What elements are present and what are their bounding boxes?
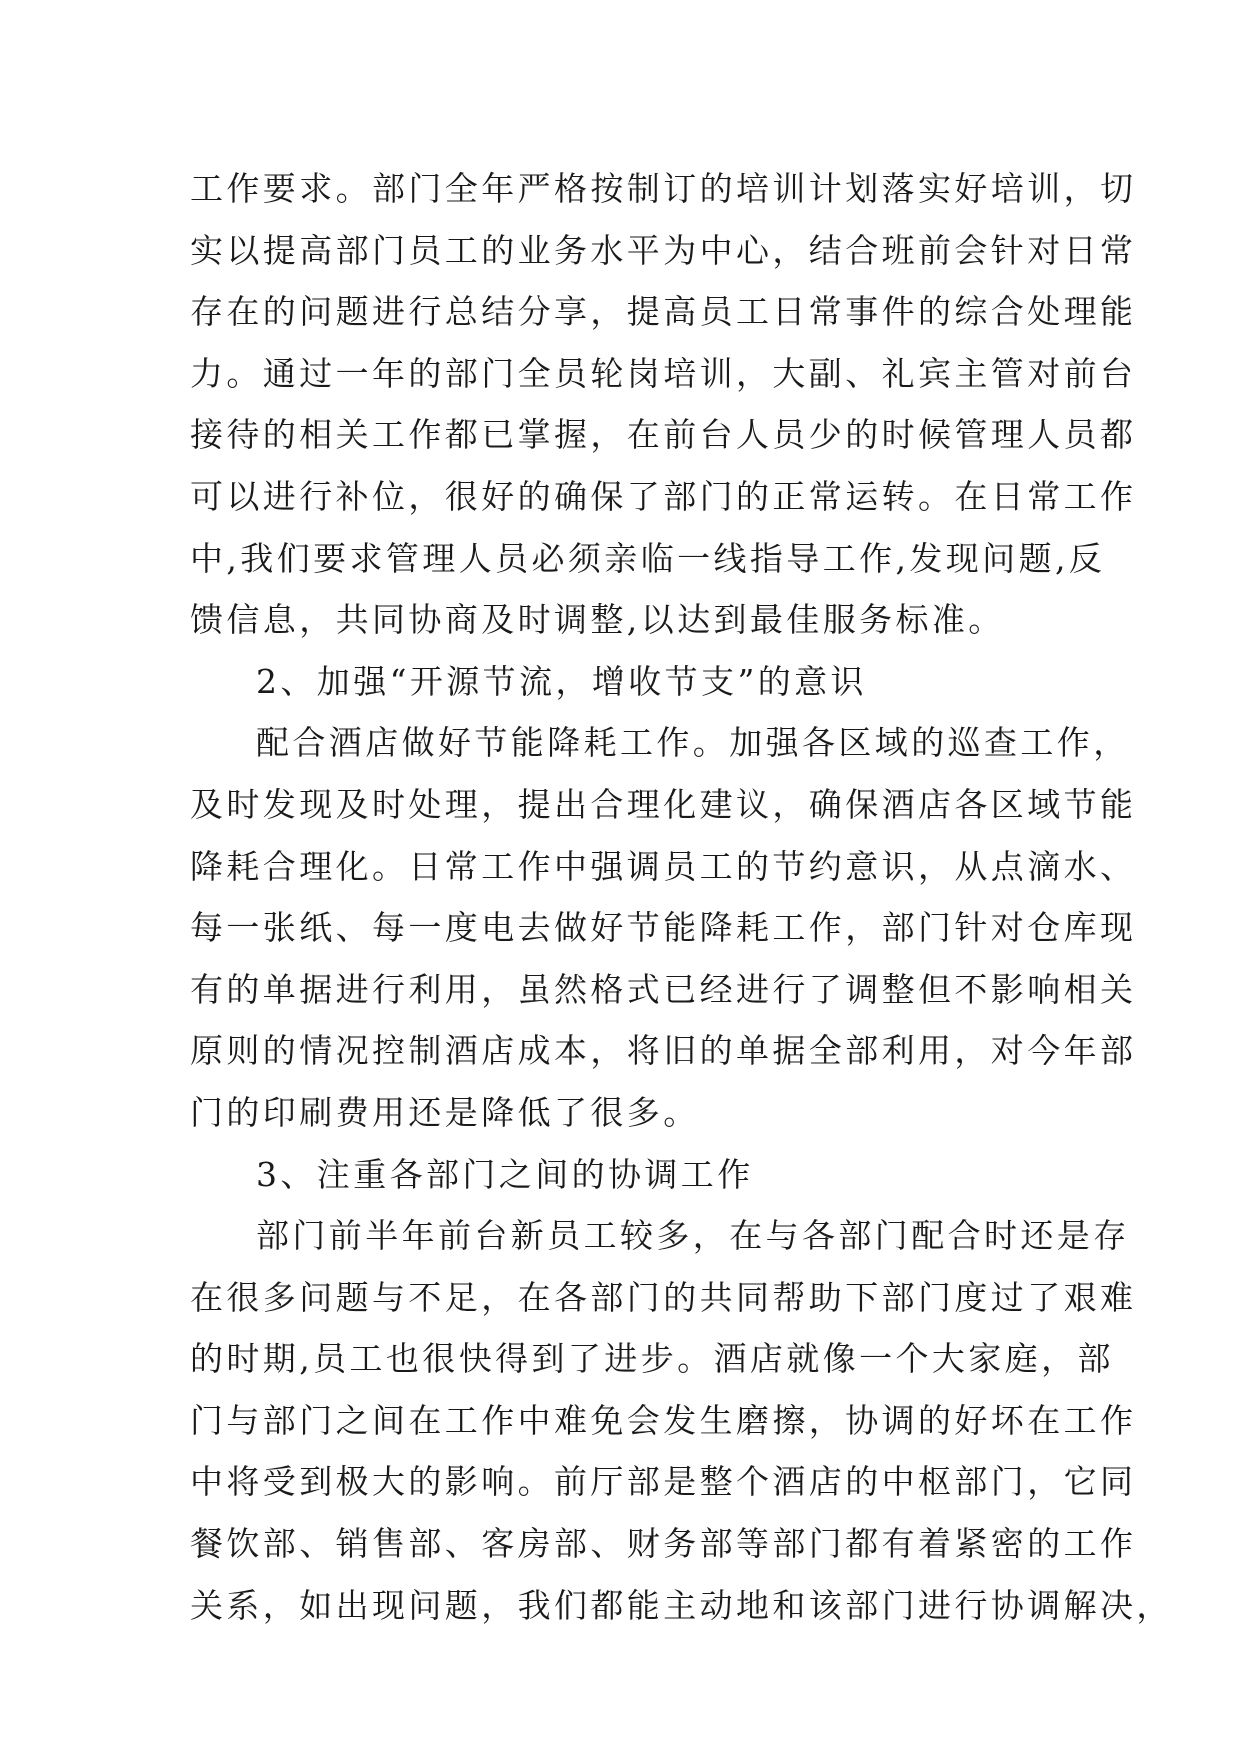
text-line: 馈信息，共同协商及时调整,以达到最佳服务标准。 [190,600,1005,640]
text-line: 餐饮部、销售部、客房部、财务部等部门都有着紧密的工作 [190,1524,1137,1564]
text-line: 关系，如出现问题，我们都能主动地和该部门进行协调解决， [190,1585,1173,1625]
text-line: 降耗合理化。日常工作中强调员工的节约意识，从点滴水、 [190,846,1137,886]
text-line: 及时发现及时处理，提出合理化建议，确保酒店各区域节能 [190,784,1137,824]
section-heading-3: 3、注重各部门之间的协调工作 [256,1154,754,1194]
text-line: 有的单据进行利用，虽然格式已经进行了调整但不影响相关 [190,969,1137,1009]
text-line: 在很多问题与不足，在各部门的共同帮助下部门度过了艰难 [190,1277,1137,1317]
text-line: 实以提高部门员工的业务水平为中心，结合班前会针对日常 [190,230,1137,270]
text-line: 门与部门之间在工作中难免会发生磨擦，协调的好坏在工作 [190,1400,1137,1440]
text-line: 工作要求。部门全年严格按制订的培训计划落实好培训，切 [190,169,1137,208]
body-text [190,158,1173,1636]
text-line: 中将受到极大的影响。前厅部是整个酒店的中枢部门，它同 [190,1462,1137,1502]
text-line: 存在的问题进行总结分享，提高员工日常事件的综合处理能 [190,292,1137,332]
text-line: 中,我们要求管理人员必须亲临一线指导工作,发现问题,反 [190,538,1106,578]
text-line: 接待的相关工作都已掌握，在前台人员少的时候管理人员都 [190,415,1137,455]
paragraph-first-line: 配合酒店做好节能降耗工作。加强各区域的巡查工作， [256,723,1130,763]
text-line: 门的印刷费用还是降低了很多。 [190,1092,700,1132]
text-line: 每一张纸、每一度电去做好节能降耗工作，部门针对仓库现 [190,908,1137,948]
text-line: 力。通过一年的部门全员轮岗培训，大副、礼宾主管对前台 [190,353,1137,393]
paragraph-first-line: 部门前半年前台新员工较多，在与各部门配合时还是存 [256,1216,1130,1256]
section-heading-2: 2、加强“开源节流，增收节支”的意识 [256,661,867,701]
text-line: 原则的情况控制酒店成本，将旧的单据全部利用，对今年部 [190,1031,1137,1071]
text-line: 的时期,员工也很快得到了进步。酒店就像一个大家庭，部 [190,1339,1114,1379]
text-line: 可以进行补位，很好的确保了部门的正常运转。在日常工作 [190,476,1137,516]
